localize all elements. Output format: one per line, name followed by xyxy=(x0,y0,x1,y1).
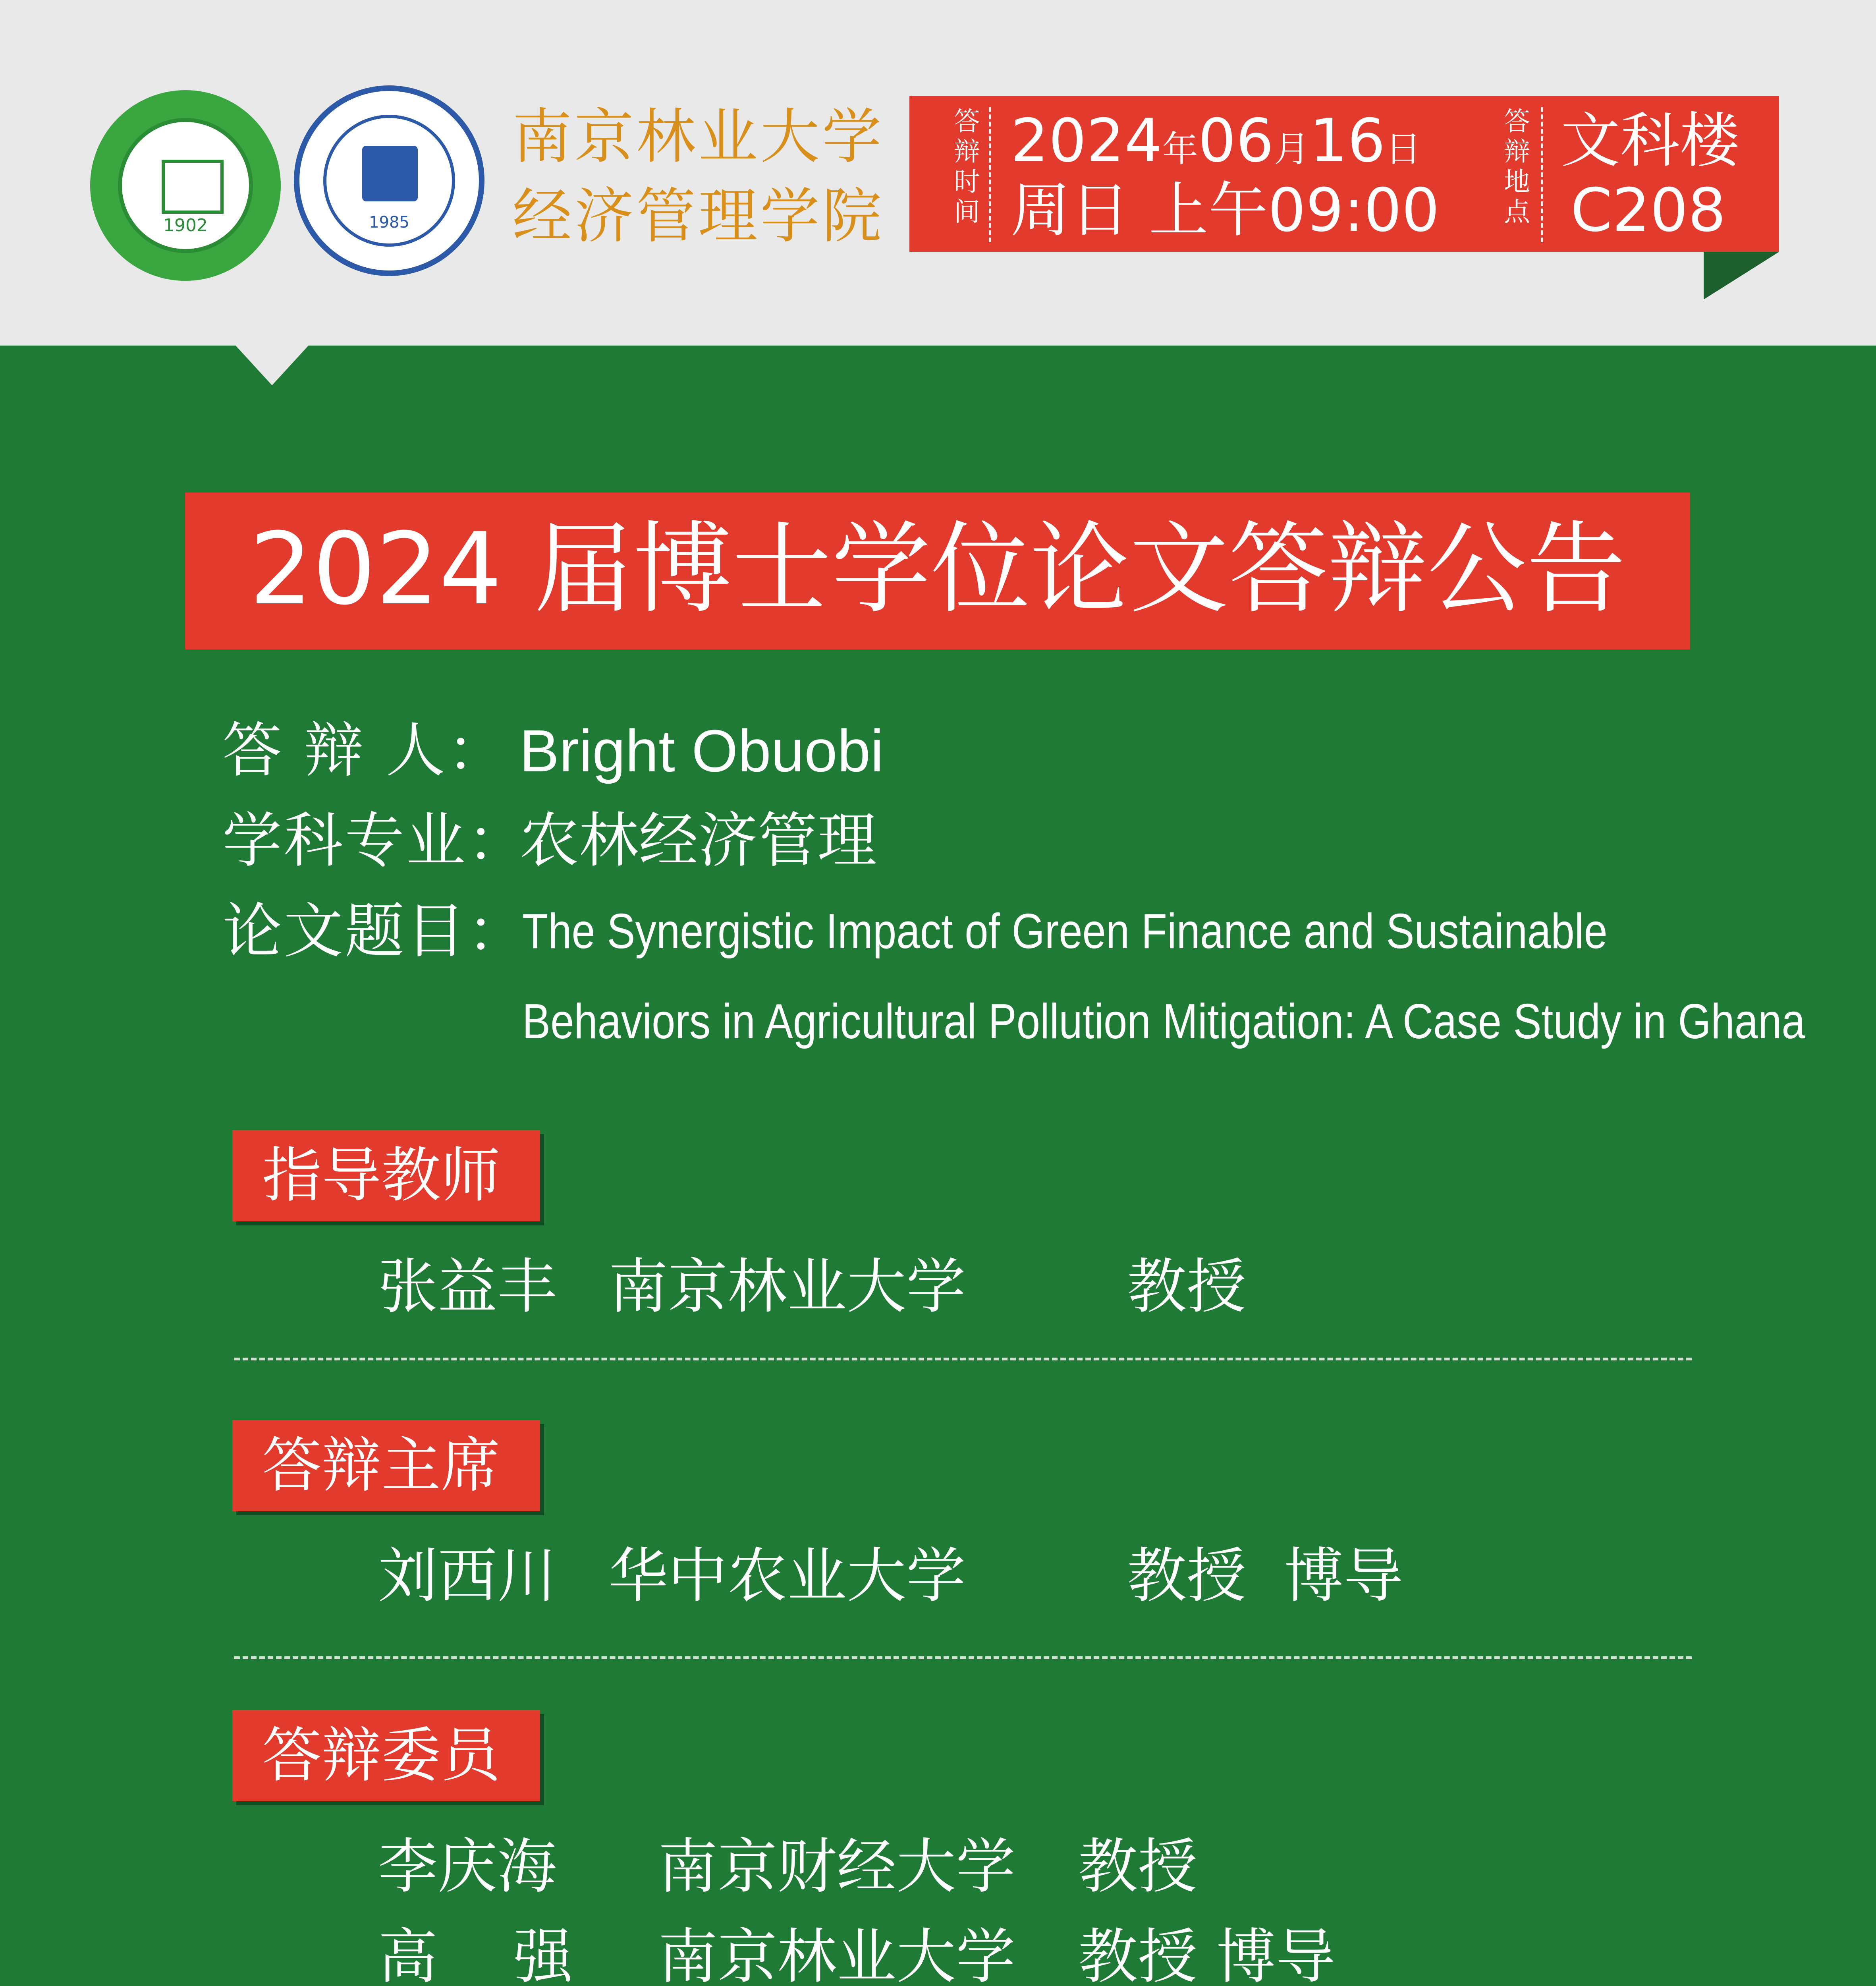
member-org: 南京财经大学 xyxy=(658,1832,1016,1901)
date-day-unit: 日 xyxy=(1385,128,1421,170)
advisor-section-badge xyxy=(232,1130,540,1221)
gate-emblem-icon xyxy=(162,160,224,214)
chair-org: 华中农业大学 xyxy=(608,1542,966,1611)
place-label-text: 答 辩 地 点 xyxy=(1504,106,1530,227)
time-label-text: 答 辩 时 间 xyxy=(954,106,980,227)
logo-inner-ring xyxy=(118,118,253,253)
advisor-section-label: 指导教师 xyxy=(262,1141,501,1210)
university-name: 南京林业大学 xyxy=(512,102,884,172)
chair-section-label: 答辩主席 xyxy=(262,1431,501,1500)
candidate-label: 答 辩 人： xyxy=(222,716,508,785)
member-name: 高 强 xyxy=(378,1922,573,1986)
section-divider xyxy=(234,1358,1692,1360)
logo-year: 1902 xyxy=(163,215,208,236)
defense-time: 周日 上午09:00 xyxy=(1011,176,1440,245)
ribbon-fold xyxy=(1704,252,1779,299)
members-section-label: 答辩委员 xyxy=(262,1721,501,1790)
advisor-title: 教授 xyxy=(1127,1252,1247,1321)
candidate-name: Bright Obuobi xyxy=(519,717,884,784)
defense-date xyxy=(1011,106,1421,176)
logo-inner-ring xyxy=(323,115,455,247)
announcement-title: 2024 届博士学位论文答辩公告 xyxy=(249,511,1626,627)
place-label xyxy=(1501,106,1533,227)
members-section-badge xyxy=(232,1710,540,1801)
thesis-title-line1: The Synergistic Impact of Green Finance and Sustainable xyxy=(522,904,1608,959)
member-title: 教授 博导 xyxy=(1078,1922,1336,1986)
chair-section-badge xyxy=(232,1420,540,1511)
header-notch xyxy=(228,338,316,385)
thesis-label: 论文题目： xyxy=(222,897,529,966)
seal-emblem-icon xyxy=(362,146,418,201)
member-title: 教授 xyxy=(1078,1832,1198,1901)
college-of-economics-logo xyxy=(294,85,484,276)
thesis-title-line2: Behaviors in Agricultural Pollution Mitigation: A Case Study in Ghana xyxy=(522,994,1805,1049)
advisor-name: 张益丰 xyxy=(378,1252,557,1321)
member-org: 南京林业大学 xyxy=(658,1922,1016,1986)
member-name: 李庆海 xyxy=(378,1832,557,1901)
date-day: 16 xyxy=(1309,106,1386,176)
date-month: 06 xyxy=(1198,106,1274,176)
date-month-unit: 月 xyxy=(1274,128,1310,170)
college-name: 经济管理学院 xyxy=(512,182,884,251)
divider xyxy=(989,107,991,242)
chair-title: 教授 博导 xyxy=(1127,1542,1403,1611)
advisor-org: 南京林业大学 xyxy=(608,1252,966,1321)
date-year-unit: 年 xyxy=(1162,128,1198,170)
announcement-title-bar xyxy=(185,493,1690,649)
logo-year: 1985 xyxy=(369,213,409,232)
major-value: 农林经济管理 xyxy=(519,806,877,875)
defense-building: 文科楼 xyxy=(1561,106,1740,176)
defense-room: C208 xyxy=(1571,176,1726,245)
major-label: 学科专业： xyxy=(222,806,529,875)
divider xyxy=(1541,107,1543,242)
nanjing-forestry-university-logo xyxy=(85,85,286,286)
chair-name: 刘西川 xyxy=(378,1542,557,1611)
time-label xyxy=(951,106,983,227)
section-divider xyxy=(234,1656,1692,1659)
date-year: 2024 xyxy=(1011,106,1162,176)
